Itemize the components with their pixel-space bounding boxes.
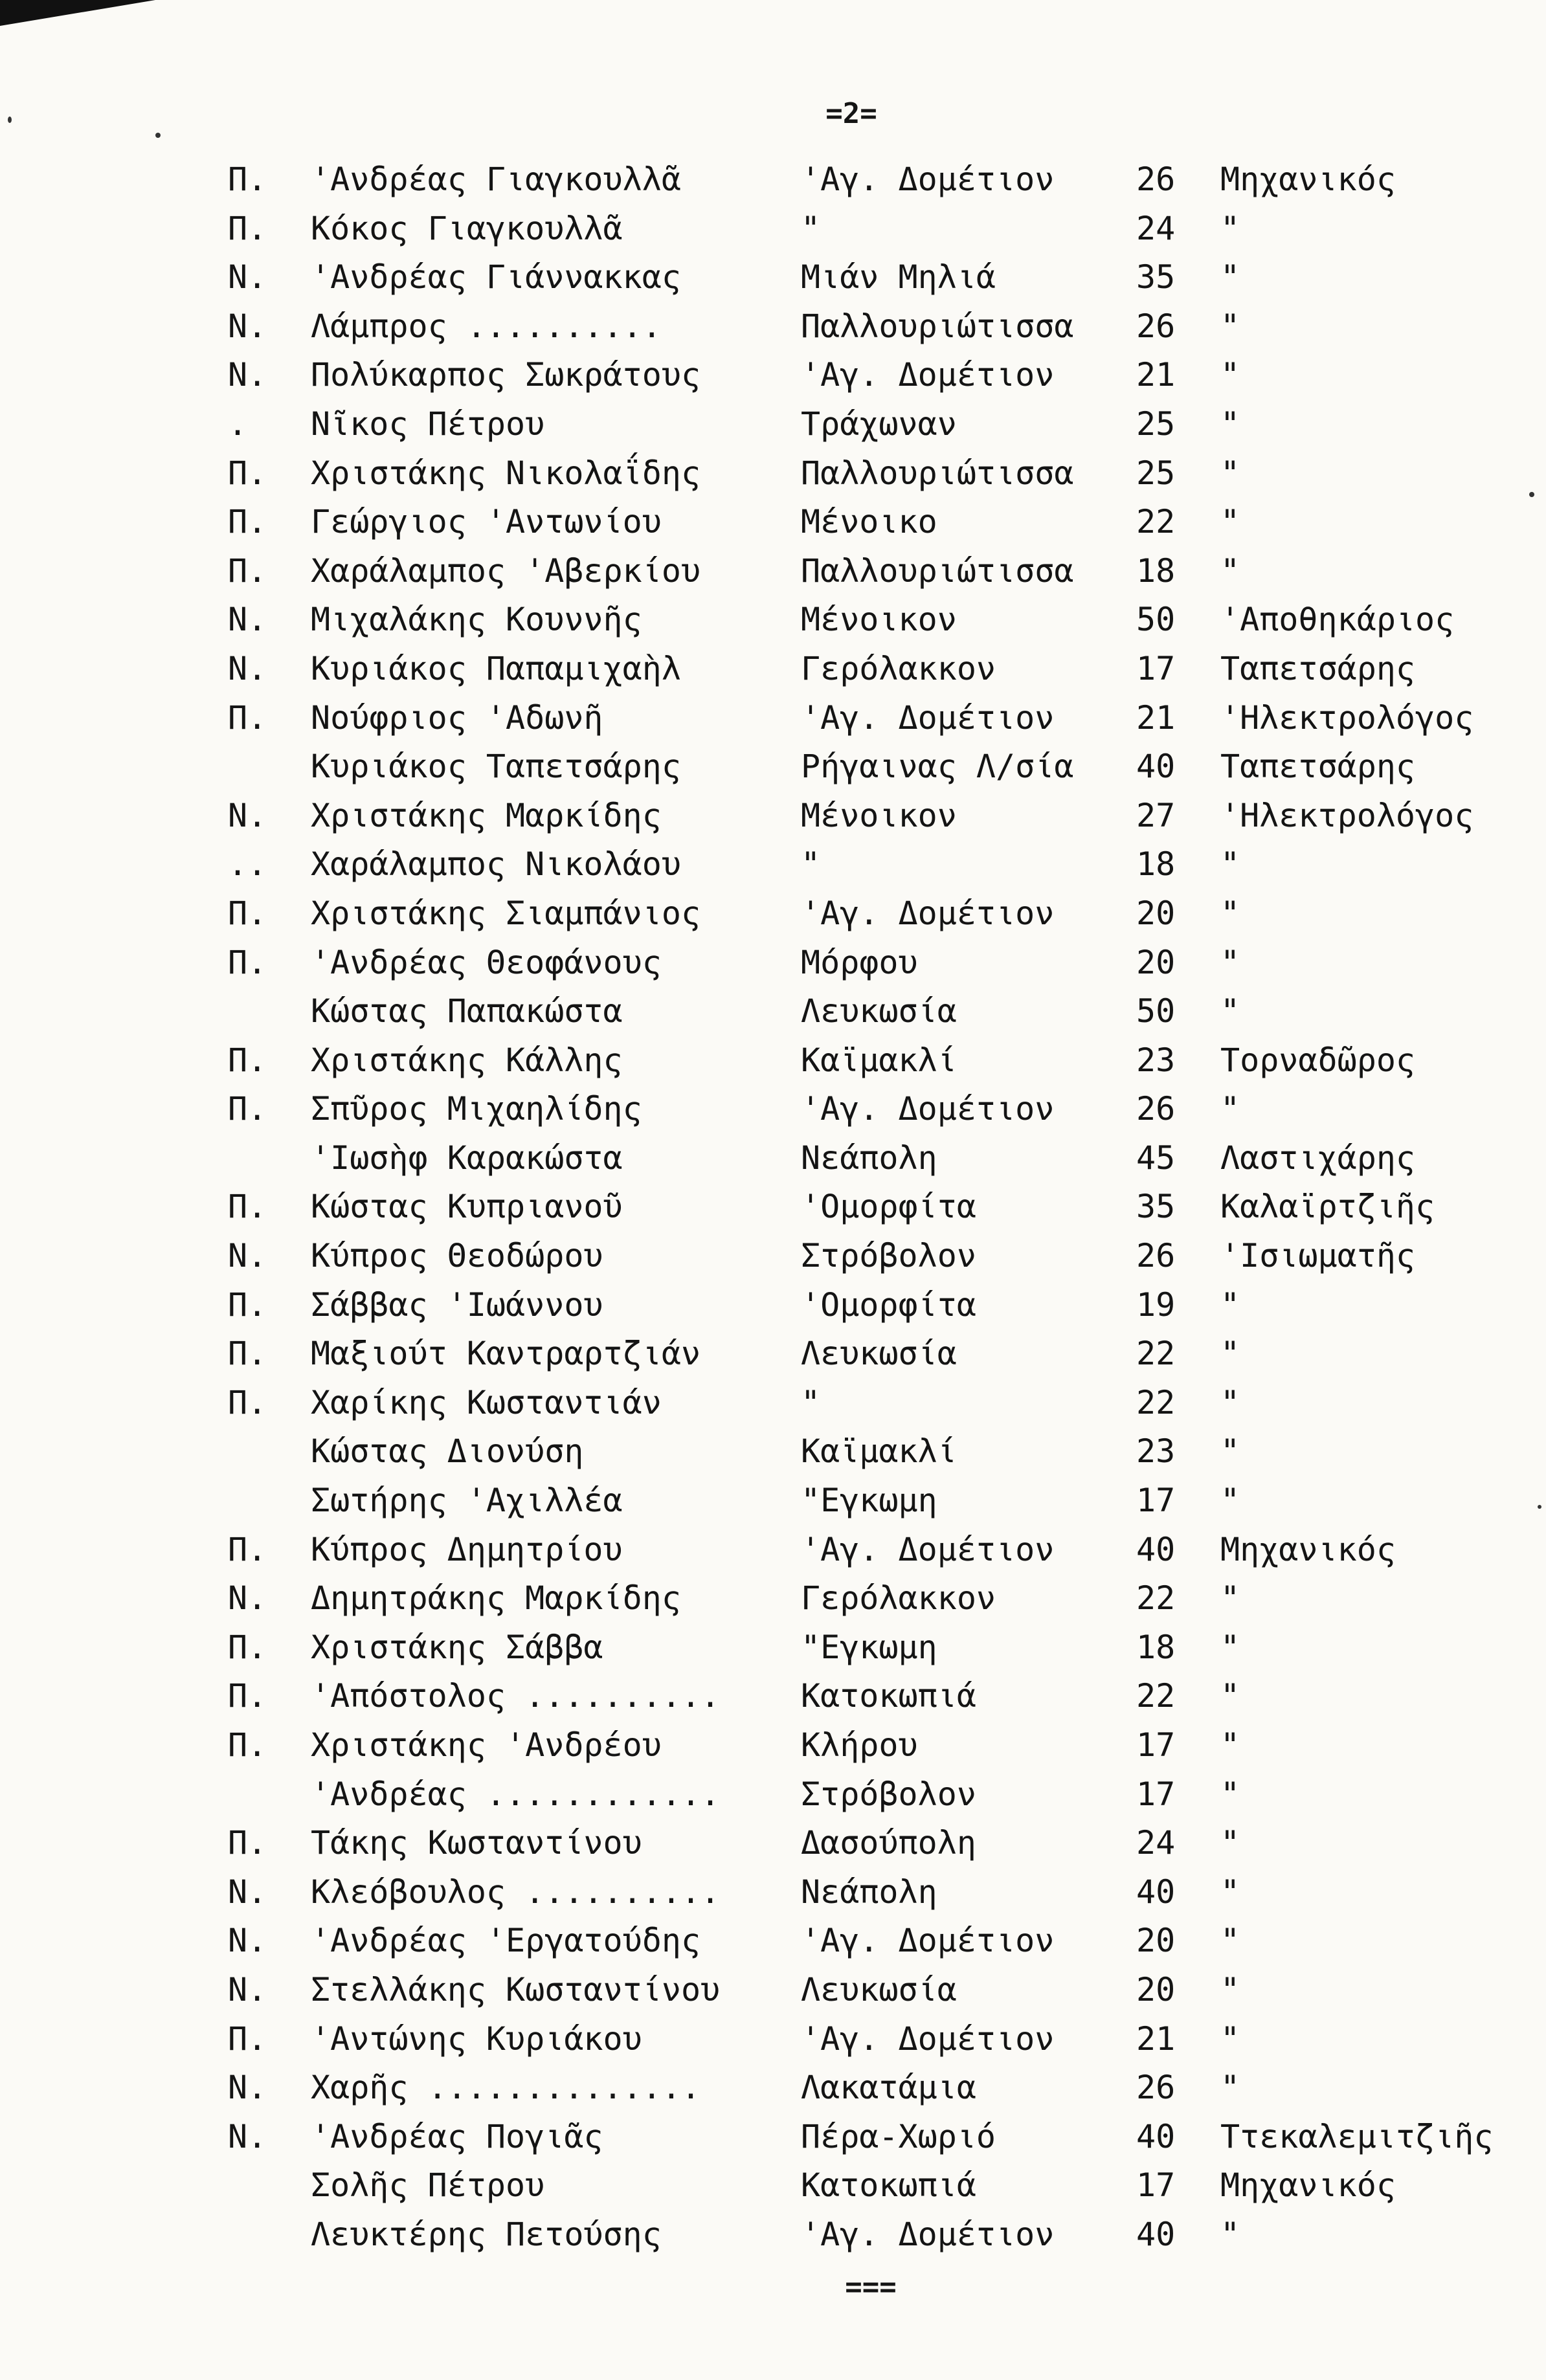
cell-village: Παλλουριώτισσα	[801, 454, 1074, 492]
cell-status: Π.	[228, 1188, 267, 1226]
cell-occupation: "	[1220, 209, 1240, 247]
cell-status: Π.	[228, 894, 267, 932]
cell-name: Νῖκος Πέτρου	[311, 405, 545, 443]
table-row	[0, 1281, 1546, 1330]
cell-name: Δημητράκης Μαρκίδης	[311, 1579, 681, 1618]
cell-name: Λάμπρος ..........	[311, 307, 662, 345]
table-row	[0, 645, 1546, 694]
cell-age: 26	[1136, 307, 1176, 345]
table-row	[0, 1134, 1546, 1183]
cell-village: Λευκωσία	[801, 992, 957, 1030]
cell-status: Ν.	[228, 1873, 267, 1911]
cell-status: Π.	[228, 503, 267, 541]
cell-occupation: 'Ηλεκτρολόγος	[1220, 796, 1474, 834]
cell-occupation: "	[1220, 2215, 1240, 2253]
cell-occupation: Ττεκαλεμιτζιῆς	[1220, 2117, 1494, 2155]
cell-village: "	[801, 845, 821, 884]
cell-age: 18	[1136, 1628, 1176, 1666]
cell-name: Χριστάκης Κάλλης	[311, 1041, 623, 1079]
table-row	[0, 1574, 1546, 1623]
cell-age: 17	[1136, 649, 1176, 687]
cell-age: 21	[1136, 698, 1176, 737]
cell-name: Σάββας 'Ιωάννου	[311, 1285, 603, 1324]
table-row	[0, 1623, 1546, 1673]
cell-occupation: "	[1220, 943, 1240, 981]
cell-status: Π.	[228, 1041, 267, 1079]
cell-village: Γερόλακκον	[801, 1579, 996, 1618]
table-row	[0, 1183, 1546, 1232]
cell-occupation: "	[1220, 1432, 1240, 1471]
cell-occupation: Λαστιχάρης	[1220, 1139, 1416, 1177]
table-row	[0, 498, 1546, 547]
cell-occupation: "	[1220, 454, 1240, 492]
cell-village: Μένοικον	[801, 796, 957, 834]
cell-occupation: Μηχανικός	[1220, 1530, 1396, 1568]
cell-status: Π.	[228, 1090, 267, 1128]
cell-status: Ν.	[228, 1922, 267, 1960]
cell-village: 'Αγ. Δομέτιον	[801, 356, 1055, 394]
cell-occupation: "	[1220, 1677, 1240, 1715]
table-row	[0, 742, 1546, 792]
table-row	[0, 400, 1546, 449]
cell-occupation: "	[1220, 2019, 1240, 2058]
cell-occupation: "	[1220, 2069, 1240, 2107]
cell-status: Π.	[228, 2019, 267, 2058]
table-row	[0, 2161, 1546, 2210]
cell-occupation: "	[1220, 1579, 1240, 1618]
cell-age: 26	[1136, 161, 1176, 198]
cell-status: Π.	[228, 161, 267, 198]
table-row	[0, 302, 1546, 351]
cell-village: Νεάπολη	[801, 1873, 937, 1911]
cell-occupation: "	[1220, 894, 1240, 932]
table-row	[0, 1085, 1546, 1134]
table-row	[0, 987, 1546, 1036]
table-row	[0, 547, 1546, 596]
cell-status: Π.	[228, 1677, 267, 1715]
cell-name: Κυριάκος Ταπετσάρης	[311, 748, 681, 786]
cell-occupation: Μηχανικός	[1220, 2166, 1396, 2205]
cell-village: Κατοκωπιά	[801, 2166, 976, 2205]
cell-occupation: "	[1220, 405, 1240, 443]
cell-age: 40	[1136, 1873, 1176, 1911]
cell-name: Μαξιούτ Καντραρτζιάν	[311, 1335, 701, 1373]
cell-status: Ν.	[228, 796, 267, 834]
table-row	[0, 1329, 1546, 1379]
cell-status: Ν.	[228, 601, 267, 639]
cell-occupation: Ταπετσάρης	[1220, 649, 1416, 687]
cell-occupation: Τορναδῶρος	[1220, 1041, 1416, 1079]
cell-age: 17	[1136, 1726, 1176, 1764]
cell-name: Χριστάκης 'Ανδρέου	[311, 1726, 662, 1764]
table-row	[0, 351, 1546, 400]
cell-occupation: 'Ηλεκτρολόγος	[1220, 698, 1474, 737]
cell-village: 'Ομορφίτα	[801, 1188, 976, 1226]
page-number: =2=	[825, 97, 877, 130]
cell-village: Κλήρου	[801, 1726, 918, 1764]
end-of-list-mark: ===	[845, 2271, 897, 2304]
cell-age: 45	[1136, 1139, 1176, 1177]
roster-table	[0, 155, 1546, 2260]
cell-occupation: "	[1220, 1970, 1240, 2008]
table-row	[0, 694, 1546, 743]
cell-village: Ρήγαινας Λ/σία	[801, 748, 1074, 786]
cell-occupation: "	[1220, 845, 1240, 884]
cell-status: Ν.	[228, 2117, 267, 2155]
cell-age: 20	[1136, 1922, 1176, 1960]
scan-speck	[155, 133, 161, 138]
cell-name: Νούφριος 'Αδωνῆ	[311, 698, 603, 737]
cell-occupation: "	[1220, 1873, 1240, 1911]
cell-village: Στρόβολον	[801, 1775, 976, 1813]
cell-age: 22	[1136, 1335, 1176, 1373]
cell-name: Χριστάκης Σιαμπάνιος	[311, 894, 701, 932]
cell-age: 24	[1136, 209, 1176, 247]
cell-village: 'Αγ. Δομέτιον	[801, 1922, 1055, 1960]
cell-occupation: 'Ισιωματῆς	[1220, 1237, 1416, 1275]
cell-age: 40	[1136, 2215, 1176, 2253]
cell-village: Παλλουριώτισσα	[801, 307, 1074, 345]
cell-status: Ν.	[228, 1579, 267, 1618]
cell-name: Σολῆς Πέτρου	[311, 2166, 545, 2205]
cell-name: Χαρίκης Κωσταντιάν	[311, 1383, 662, 1421]
cell-occupation: "	[1220, 307, 1240, 345]
cell-status: Ν.	[228, 2069, 267, 2107]
cell-age: 26	[1136, 2069, 1176, 2107]
cell-name: Χριστάκης Νικολαΐδης	[311, 454, 701, 492]
cell-village: Στρόβολον	[801, 1237, 976, 1275]
cell-name: 'Ανδρέας 'Εργατούδης	[311, 1922, 701, 1960]
cell-age: 50	[1136, 992, 1176, 1030]
cell-age: 27	[1136, 796, 1176, 834]
cell-status: Π.	[228, 1530, 267, 1568]
cell-village: Παλλουριώτισσα	[801, 551, 1074, 590]
cell-village: Γερόλακκον	[801, 649, 996, 687]
cell-village: 'Αγ. Δομέτιον	[801, 2019, 1055, 2058]
cell-village: "Εγκωμη	[801, 1628, 937, 1666]
cell-village: Κατοκωπιά	[801, 1677, 976, 1715]
cell-name: Γεώργιος 'Αντωνίου	[311, 503, 662, 541]
cell-age: 20	[1136, 943, 1176, 981]
cell-village: 'Αγ. Δομέτιον	[801, 161, 1055, 198]
cell-name: Κυριάκος Παπαμιχαὴλ	[311, 649, 681, 687]
table-row	[0, 1770, 1546, 1819]
table-row	[0, 1232, 1546, 1281]
table-row	[0, 1917, 1546, 1966]
cell-name: Σπῦρος Μιχαηλίδης	[311, 1090, 642, 1128]
table-row	[0, 939, 1546, 988]
cell-name: Στελλάκης Κωσταντίνου	[311, 1970, 721, 2008]
table-row	[0, 1379, 1546, 1428]
table-row	[0, 205, 1546, 254]
cell-occupation: Ταπετσάρης	[1220, 748, 1416, 786]
cell-age: 18	[1136, 551, 1176, 590]
cell-occupation: 'Αποθηκάριος	[1220, 601, 1455, 639]
cell-status: Π.	[228, 551, 267, 590]
cell-village: Νεάπολη	[801, 1139, 937, 1177]
cell-age: 40	[1136, 2117, 1176, 2155]
table-row	[0, 1672, 1546, 1721]
cell-status: Ν.	[228, 356, 267, 394]
cell-village: Μένοικο	[801, 503, 937, 541]
table-row	[0, 1427, 1546, 1476]
cell-age: 25	[1136, 454, 1176, 492]
cell-status: Π.	[228, 454, 267, 492]
cell-name: 'Ανδρέας Θεοφάνους	[311, 943, 662, 981]
cell-name: Κώστας Διονύση	[311, 1432, 584, 1471]
cell-occupation: "	[1220, 1824, 1240, 1862]
cell-village: Λακατάμια	[801, 2069, 976, 2107]
cell-name: Χριστάκης Μαρκίδης	[311, 796, 662, 834]
cell-village: Πέρα-Χωριό	[801, 2117, 996, 2155]
cell-occupation: "	[1220, 258, 1240, 296]
table-row	[0, 889, 1546, 939]
cell-village: 'Αγ. Δομέτιον	[801, 1090, 1055, 1128]
cell-age: 22	[1136, 503, 1176, 541]
cell-name: Χαρῆς ..............	[311, 2069, 701, 2107]
cell-name: Χριστάκης Σάββα	[311, 1628, 603, 1666]
table-row	[0, 1966, 1546, 2015]
cell-name: 'Απόστολος ..........	[311, 1677, 721, 1715]
cell-name: 'Ανδρέας Γιάνναккας	[311, 258, 681, 296]
table-row	[0, 449, 1546, 498]
cell-name: Μιχαλάκης Κουννῆς	[311, 601, 642, 639]
cell-status: Π.	[228, 1726, 267, 1764]
cell-age: 17	[1136, 1482, 1176, 1520]
cell-age: 18	[1136, 845, 1176, 884]
cell-name: Τάκης Κωσταντίνου	[311, 1824, 642, 1862]
cell-age: 21	[1136, 356, 1176, 394]
cell-name: Κώστας Παπακώστα	[311, 992, 623, 1030]
cell-status: Π.	[228, 209, 267, 247]
scan-edge-shadow	[0, 0, 155, 26]
cell-status: Ν.	[228, 1970, 267, 2008]
cell-village: Μιάν Μηλιά	[801, 258, 996, 296]
cell-age: 50	[1136, 601, 1176, 639]
cell-occupation: "	[1220, 1775, 1240, 1813]
cell-village: 'Αγ. Δομέτιον	[801, 698, 1055, 737]
cell-age: 26	[1136, 1237, 1176, 1275]
cell-age: 21	[1136, 2019, 1176, 2058]
cell-name: 'Ανδρέας Πογιᾶς	[311, 2117, 603, 2155]
cell-age: 22	[1136, 1383, 1176, 1421]
cell-name: Κύπρος Δημητρίου	[311, 1530, 623, 1568]
cell-name: Πολύκαρπος Σωκράτους	[311, 356, 701, 394]
cell-name: Σωτήρης 'Αχιλλέα	[311, 1482, 623, 1520]
cell-status: Π.	[228, 1335, 267, 1373]
cell-occupation: Καλαϊρτζιῆς	[1220, 1188, 1435, 1226]
cell-status: Π.	[228, 1824, 267, 1862]
cell-name: 'Ανδρέας Γιαγκουλλᾶ	[311, 161, 681, 198]
cell-status: Ν.	[228, 1237, 267, 1275]
cell-age: 35	[1136, 258, 1176, 296]
cell-status: Π.	[228, 1628, 267, 1666]
cell-village: Λευκωσία	[801, 1335, 957, 1373]
cell-status: .	[228, 405, 248, 443]
cell-age: 22	[1136, 1677, 1176, 1715]
table-row	[0, 1476, 1546, 1526]
cell-village: 'Αγ. Δομέτιον	[801, 1530, 1055, 1568]
table-row	[0, 2113, 1546, 2162]
table-row	[0, 792, 1546, 841]
cell-age: 23	[1136, 1432, 1176, 1471]
cell-village: "	[801, 1383, 821, 1421]
cell-name: 'Ανδρέας ............	[311, 1775, 721, 1813]
cell-occupation: "	[1220, 1285, 1240, 1324]
cell-age: 20	[1136, 1970, 1176, 2008]
cell-occupation: "	[1220, 1922, 1240, 1960]
cell-age: 17	[1136, 1775, 1176, 1813]
cell-name: 'Αντώνης Κυριάκου	[311, 2019, 642, 2058]
cell-village: "	[801, 209, 821, 247]
cell-status: ..	[228, 845, 267, 884]
cell-occupation: "	[1220, 1335, 1240, 1373]
cell-village: 'Αγ. Δομέτιον	[801, 894, 1055, 932]
cell-village: Τράχωναν	[801, 405, 957, 443]
table-row	[0, 1721, 1546, 1770]
cell-status: Π.	[228, 943, 267, 981]
cell-name: Κλεόβουλος ..........	[311, 1873, 721, 1911]
cell-age: 40	[1136, 1530, 1176, 1568]
cell-age: 20	[1136, 894, 1176, 932]
cell-occupation: "	[1220, 356, 1240, 394]
cell-occupation: "	[1220, 1090, 1240, 1128]
table-row	[0, 2015, 1546, 2064]
cell-village: 'Αγ. Δομέτιον	[801, 2215, 1055, 2253]
cell-occupation: "	[1220, 1726, 1240, 1764]
table-row	[0, 253, 1546, 302]
cell-status: Ν.	[228, 649, 267, 687]
cell-name: Κύπρος Θεοδώρου	[311, 1237, 603, 1275]
cell-name: Λευκτέρης Πετούσης	[311, 2215, 662, 2253]
cell-age: 19	[1136, 1285, 1176, 1324]
cell-age: 23	[1136, 1041, 1176, 1079]
cell-occupation: "	[1220, 1482, 1240, 1520]
cell-occupation: "	[1220, 1383, 1240, 1421]
cell-occupation: Μηχανικός	[1220, 161, 1396, 198]
cell-village: Μένοικον	[801, 601, 957, 639]
cell-village: Λευκωσία	[801, 1970, 957, 2008]
cell-age: 22	[1136, 1579, 1176, 1618]
table-row	[0, 1526, 1546, 1575]
cell-village: Δασούπολη	[801, 1824, 976, 1862]
cell-status: Π.	[228, 698, 267, 737]
cell-name: 'Ιωσὴφ Καρακώστα	[311, 1139, 623, 1177]
cell-village: Καϊμακλί	[801, 1041, 957, 1079]
table-row	[0, 2210, 1546, 2260]
cell-village: Μόρφου	[801, 943, 918, 981]
table-row	[0, 155, 1546, 205]
cell-age: 17	[1136, 2166, 1176, 2205]
cell-occupation: "	[1220, 551, 1240, 590]
cell-occupation: "	[1220, 503, 1240, 541]
cell-occupation: "	[1220, 1628, 1240, 1666]
cell-name: Χαράλαμπος 'Αβερκίου	[311, 551, 701, 590]
cell-village: "Εγκωμη	[801, 1482, 937, 1520]
table-row	[0, 2063, 1546, 2113]
cell-name: Χαράλαμπος Νικολάου	[311, 845, 681, 884]
cell-age: 40	[1136, 748, 1176, 786]
cell-name: Κώστας Κυπριανοῦ	[311, 1188, 623, 1226]
table-row	[0, 1868, 1546, 1917]
table-row	[0, 1819, 1546, 1868]
table-row	[0, 595, 1546, 645]
cell-occupation: "	[1220, 992, 1240, 1030]
cell-status: Π.	[228, 1383, 267, 1421]
cell-age: 26	[1136, 1090, 1176, 1128]
scan-speck	[8, 117, 12, 123]
cell-village: 'Ομορφίτα	[801, 1285, 976, 1324]
cell-age: 24	[1136, 1824, 1176, 1862]
table-row	[0, 1036, 1546, 1085]
cell-age: 25	[1136, 405, 1176, 443]
cell-status: Ν.	[228, 307, 267, 345]
cell-age: 35	[1136, 1188, 1176, 1226]
cell-name: Κόκος Γιαγκουλλᾶ	[311, 209, 623, 247]
cell-status: Π.	[228, 1285, 267, 1324]
table-row	[0, 840, 1546, 889]
cell-village: Καϊμακλί	[801, 1432, 957, 1471]
cell-status: Ν.	[228, 258, 267, 296]
